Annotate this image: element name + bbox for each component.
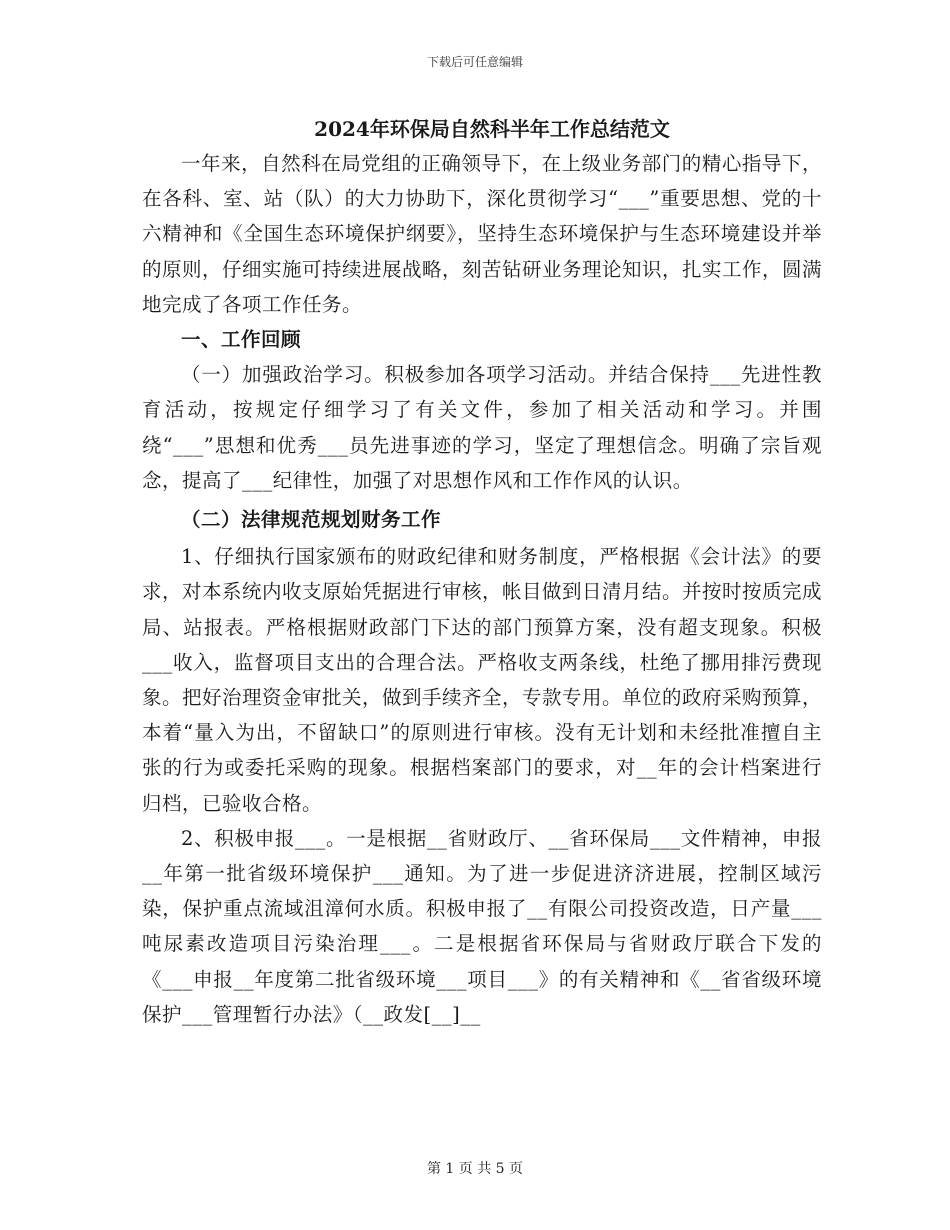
document-body: [142, 112, 822, 1032]
subsection-2-heading: （二）法律规范规划财务工作: [181, 508, 442, 532]
header-note: 下载后可任意编辑: [426, 55, 523, 69]
document-title: 2024年环保局自然科半年工作总结范文: [314, 117, 670, 141]
subsection-1-paragraph: （一）加强政治学习。积极参加各项学习活动。并结合保持___先进性教育活动，按规定仔细学习了有关文件，参加了相关活动和学习。并围绕“___”思想和优秀___员先进事迹的学习，坚定了理想信念。明确了宗旨观念，提高了___纪律性，加强了对思想作风和工作作风的认识。: [142, 363, 822, 492]
section-heading: 一、工作回顾: [181, 328, 302, 352]
item-2-paragraph: 2、积极申报___。一是根据__省财政厅、__省环保局___文件精神，申报__年第一批省级环境保护___通知。为了进一步促进济济进展，控制区域污染，保护重点流域沮漳何水质。积极申报了__有限公司投资改造，日产量___吨尿素改造项目污染治理___。二是根据省环保局与省财政厅联合下发的《___申报__年度第二批省级环境___项目___》的有关精神和《__省省级环境保护___管理暂行办法》（__政发[__]__: [142, 826, 822, 1026]
item-1-paragraph: 1、仔细执行国家颁布的财政纪律和财务制度，严格根据《会计法》的要求，对本系统内收支原始凭据进行审核，帐目做到日清月结。并按时按质完成局、站报表。严格根据财政部门下达的部门预算方案，没有超支现象。积极___收入，监督项目支出的合理合法。严格收支两条线，杜绝了挪用排污费现象。把好治理资金审批关，做到手续齐全，专款专用。单位的政府采购预算，本着“量入为出，不留缺口”的原则进行审核。没有无计划和未经批准擅自主张的行为或委托采购的现象。根据档案部门的要求，对__年的会计档案进行归档，已验收合格。: [142, 545, 823, 815]
intro-paragraph: 一年来，自然科在局党组的正确领导下，在上级业务部门的精心指导下，在各科、室、站（队）的大力协助下，深化贯彻学习“___”重要思想、党的十六精神和《全国生态环境保护纲要》，坚持生态环境保护与生态环境建设并举的原则，仔细实施可持续进展战略，刻苦钻研业务理论知识，扎实工作，圆满地完成了各项工作任务。: [142, 152, 823, 316]
page-footer: 第 1 页 共 5 页: [426, 1161, 524, 1177]
